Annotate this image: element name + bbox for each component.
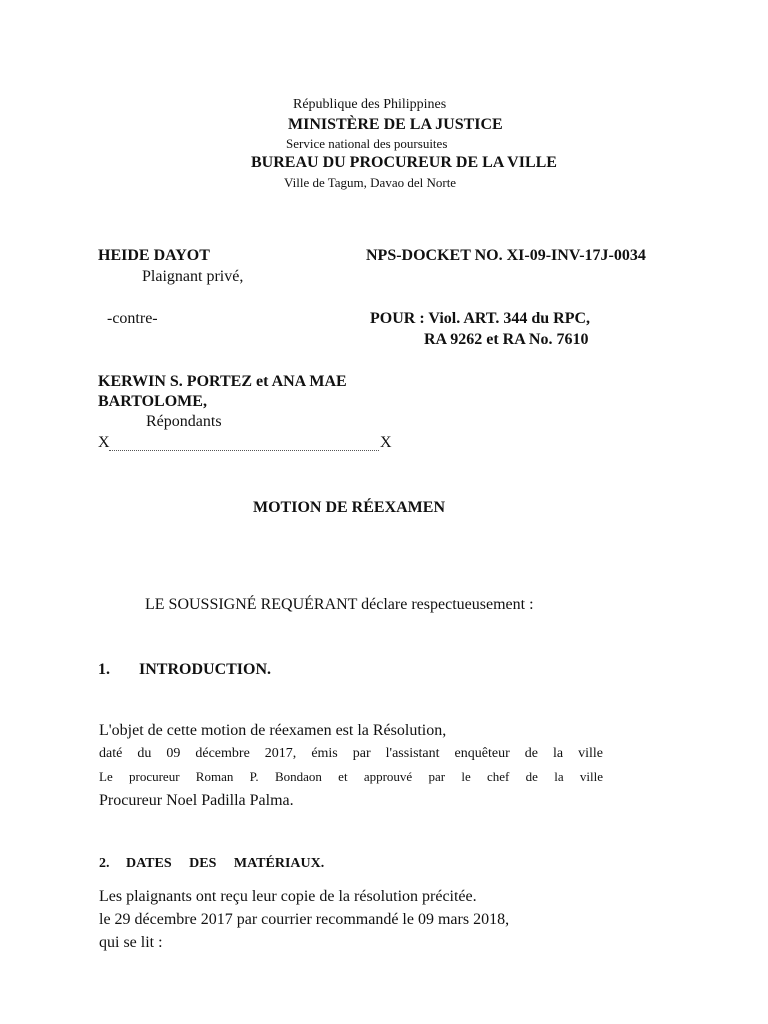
section-1-line-3: Le procureur Roman P. Bondaon et approuvé par le chef de la ville [99,769,603,784]
opening-statement: LE SOUSSIGNÉ REQUÉRANT déclare respectueusement : [145,596,534,613]
respondents-line-2: BARTOLOME, [98,393,207,410]
document-title: MOTION DE RÉEXAMEN [253,499,446,516]
charge-line-2: RA 9262 et RA No. 7610 [424,331,589,348]
header-bureau: BUREAU DU PROCUREUR DE LA VILLE [251,154,557,171]
section-1-number: 1. [98,661,110,678]
section-1-line-2: daté du 09 décembre 2017, émis par l'assistant enquêteur de la ville [99,746,603,761]
respondents-line-1: KERWIN S. PORTEZ et ANA MAE [98,373,347,390]
header-republic: République des Philippines [293,97,447,112]
docket-number: NPS-DOCKET NO. XI-09-INV-17J-0034 [366,247,646,264]
complainant-role: Plaignant privé, [142,268,244,285]
versus-label: -contre- [107,310,158,327]
section-1-line-4: Procureur Noel Padilla Palma. [99,792,294,809]
separator-dotted-line [109,450,379,451]
section-2-line-3: qui se lit : [99,934,163,951]
section-1-heading: INTRODUCTION. [139,661,272,678]
complainant-name: HEIDE DAYOT [98,247,210,264]
section-1-line-1: L'objet de cette motion de réexamen est la Résolution, [99,722,447,739]
section-2-line-1: Les plaignants ont reçu leur copie de la résolution précitée. [99,888,477,905]
respondents-role: Répondants [146,413,222,430]
section-2-line-2: le 29 décembre 2017 par courrier recommandé le 09 mars 2018, [99,911,510,928]
separator-x-left: X [98,434,110,451]
header-ministry: MINISTÈRE DE LA JUSTICE [288,116,503,133]
separator-x-right: X [380,434,392,451]
section-2-number: 2. [99,856,110,871]
header-city: Ville de Tagum, Davao del Norte [284,175,457,190]
section-2-heading: DATES DES MATÉRIAUX. [126,856,325,871]
header-service: Service national des poursuites [286,136,448,151]
charge-line-1: POUR : Viol. ART. 344 du RPC, [370,310,591,327]
